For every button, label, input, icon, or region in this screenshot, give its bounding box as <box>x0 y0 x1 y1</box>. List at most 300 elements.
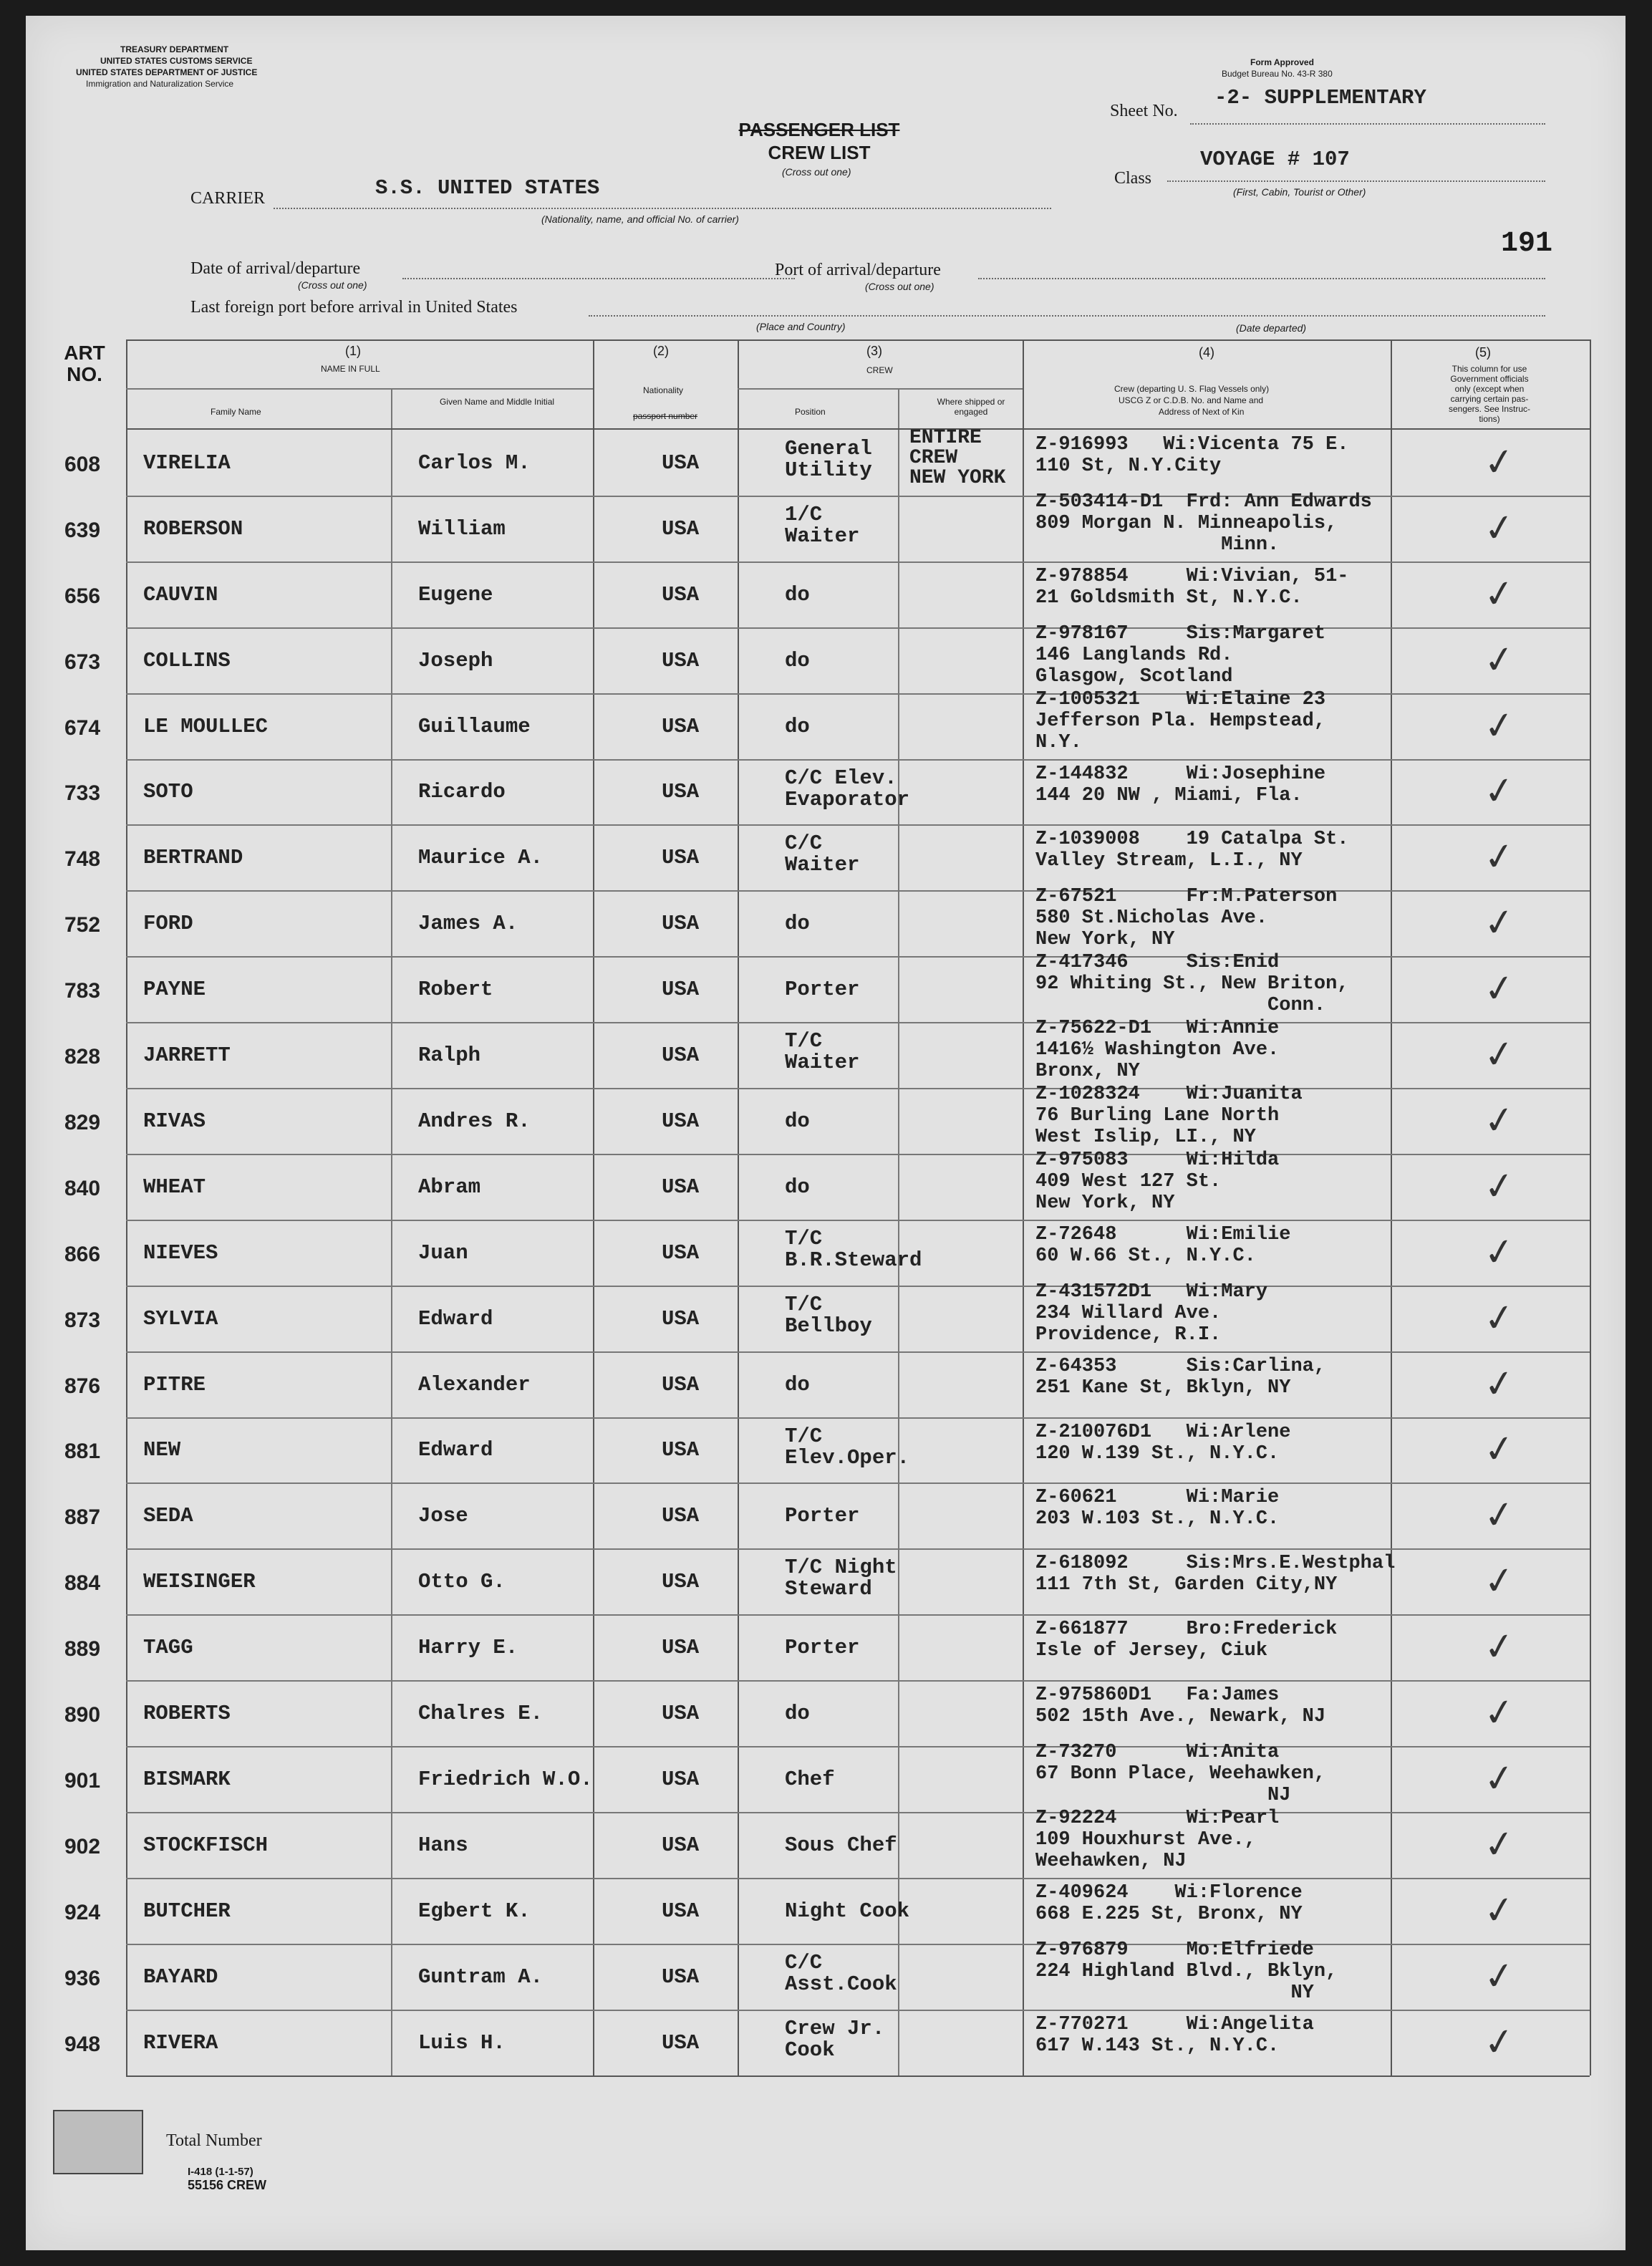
total-number-box[interactable] <box>53 2110 143 2174</box>
row-divider <box>126 693 1590 695</box>
family-name-header: Family Name <box>211 407 261 417</box>
row-divider <box>126 1548 1590 1550</box>
row-divider <box>126 759 1590 761</box>
budget-bureau: Budget Bureau No. 43-R 380 <box>1222 69 1333 79</box>
row-divider <box>126 1220 1590 1221</box>
check-mark: ✓ <box>1481 1163 1518 1210</box>
given-name: Carlos M. <box>418 450 531 475</box>
given-name: Abram <box>418 1175 481 1199</box>
check-mark: ✓ <box>1481 1821 1518 1869</box>
check-mark: ✓ <box>1481 1492 1518 1540</box>
nationality: USA <box>662 1767 700 1791</box>
position: Cook <box>785 2038 835 2062</box>
row-divider <box>126 1088 1590 1089</box>
col1-title: NAME IN FULL <box>321 364 380 374</box>
sheet-value: -2- SUPPLEMENTARY <box>1214 86 1426 110</box>
position: do <box>785 1175 810 1199</box>
check-mark: ✓ <box>1481 1689 1518 1737</box>
next-of-kin: Z-916993 Wi:Vicenta 75 E. <box>1035 434 1349 455</box>
position: Asst.Cook <box>785 1972 897 1996</box>
row-divider <box>126 2010 1590 2011</box>
position: T/C Night <box>785 1556 897 1580</box>
next-of-kin: Z-1028324 Wi:Juanita <box>1035 1084 1303 1105</box>
next-of-kin: NY <box>1035 1982 1314 2004</box>
position: T/C <box>785 1029 823 1054</box>
nationality: USA <box>662 912 700 936</box>
given-name: Guntram A. <box>418 1964 544 1989</box>
position: Bellboy <box>785 1313 872 1338</box>
form-code: 55156 CREW <box>188 2178 267 2192</box>
given-name: Egbert K. <box>418 1899 531 1923</box>
row-divider <box>126 1746 1590 1747</box>
family-name: VIRELIA <box>143 450 231 475</box>
check-mark: ✓ <box>1481 1952 1518 2000</box>
art-number: 890 <box>64 1703 101 1727</box>
carrier-value: S.S. UNITED STATES <box>375 176 600 200</box>
next-of-kin: Bronx, NY <box>1035 1061 1140 1083</box>
col5-number: (5) <box>1475 345 1491 360</box>
position: C/C <box>785 1950 823 1975</box>
class-hint: (First, Cabin, Tourist or Other) <box>1233 186 1366 198</box>
next-of-kin: Z-431572D1 Wi:Mary <box>1035 1281 1268 1303</box>
row-divider <box>126 627 1590 629</box>
given-name: Luis H. <box>418 2030 506 2055</box>
family-name: BAYARD <box>143 1964 218 1989</box>
shipped-value-line: CREW <box>909 447 958 469</box>
position: Steward <box>785 1577 872 1601</box>
position: Utility <box>785 458 872 482</box>
art-number: 674 <box>64 715 101 740</box>
check-mark: ✓ <box>1481 505 1518 552</box>
nationality: USA <box>662 1372 700 1397</box>
place-hint: (Place and Country) <box>756 321 846 332</box>
nationality: USA <box>662 1175 700 1199</box>
given-name: Guillaume <box>418 714 531 738</box>
family-name: SOTO <box>143 780 193 804</box>
art-number: 748 <box>64 847 101 872</box>
art-number: 840 <box>64 1176 101 1200</box>
position: 1/C <box>785 502 823 526</box>
given-name-header: Given Name and Middle Initial <box>439 397 555 407</box>
row-divider <box>126 1680 1590 1682</box>
col1-number: (1) <box>345 344 361 358</box>
nationality: USA <box>662 978 700 1002</box>
family-name: PITRE <box>143 1372 206 1397</box>
next-of-kin: 120 W.139 St., N.Y.C. <box>1035 1442 1280 1465</box>
position: do <box>785 714 810 738</box>
art-number: 936 <box>64 1966 101 1990</box>
check-mark: ✓ <box>1481 2018 1518 2066</box>
form-number: I-418 (1-1-57) <box>188 2166 253 2178</box>
nationality: USA <box>662 2030 700 2055</box>
agency-line: Immigration and Naturalization Service <box>86 79 234 89</box>
next-of-kin: 809 Morgan N. Minneapolis, <box>1035 512 1338 534</box>
art-number: 656 <box>64 584 101 608</box>
check-mark: ✓ <box>1481 702 1518 750</box>
art-number: 783 <box>64 979 101 1003</box>
nationality: USA <box>662 1240 700 1265</box>
position: Porter <box>785 978 860 1002</box>
next-of-kin: Z-770271 Wi:Angelita <box>1035 2013 1314 2035</box>
art-number: 889 <box>64 1637 101 1662</box>
carrier-label: CARRIER <box>190 189 266 208</box>
next-of-kin: New York, NY <box>1035 929 1175 951</box>
next-of-kin: 224 Highland Blvd., Bklyn, <box>1035 1960 1338 1982</box>
next-of-kin: Providence, R.I. <box>1035 1324 1222 1346</box>
given-name: Joseph <box>418 648 493 672</box>
art-number: 608 <box>64 452 101 476</box>
position: Waiter <box>785 524 860 548</box>
next-of-kin: Z-73270 Wi:Anita <box>1035 1742 1280 1763</box>
position-header: Position <box>795 407 826 417</box>
check-mark: ✓ <box>1481 1755 1518 1803</box>
next-of-kin: 502 15th Ave., Newark, NJ <box>1035 1706 1326 1728</box>
next-of-kin: Z-1039008 19 Catalpa St. <box>1035 829 1349 851</box>
col3-number: (3) <box>866 344 882 358</box>
col4-text: Crew (departing U. S. Flag Vessels only) <box>1114 384 1270 394</box>
check-mark: ✓ <box>1481 1360 1518 1408</box>
sheet-label: Sheet No. <box>1110 102 1178 120</box>
next-of-kin: 251 Kane St, Bklyn, NY <box>1035 1377 1291 1399</box>
next-of-kin: Z-210076D1 Wi:Arlene <box>1035 1421 1291 1443</box>
nationality: USA <box>662 1833 700 1857</box>
check-mark: ✓ <box>1481 900 1518 947</box>
given-name: Hans <box>418 1833 468 1857</box>
form-approved: Form Approved <box>1250 57 1314 67</box>
given-name: Jose <box>418 1504 468 1528</box>
next-of-kin: Z-978854 Wi:Vivian, 51- <box>1035 565 1349 587</box>
row-divider <box>126 1944 1590 1945</box>
family-name: NEW <box>143 1438 181 1462</box>
position: Waiter <box>785 853 860 877</box>
art-number: 881 <box>64 1440 101 1464</box>
crew-list-form <box>26 16 1626 2250</box>
family-name: PAYNE <box>143 978 206 1002</box>
col5-text-line: tions) <box>1479 414 1500 424</box>
given-name: Edward <box>418 1438 493 1462</box>
nationality: USA <box>662 846 700 870</box>
agency-line: UNITED STATES CUSTOMS SERVICE <box>100 56 253 66</box>
next-of-kin: Z-976879 Mo:Elfriede <box>1035 1939 1314 1961</box>
given-name: Chalres E. <box>418 1702 544 1726</box>
nationality: USA <box>662 1438 700 1462</box>
nationality: USA <box>662 1964 700 1989</box>
position: do <box>785 1702 810 1726</box>
next-of-kin: 234 Willard Ave. <box>1035 1302 1222 1324</box>
next-of-kin: Conn. <box>1035 995 1326 1017</box>
check-mark: ✓ <box>1481 1624 1518 1671</box>
shipped-header: Where shipped or engaged <box>937 397 1005 417</box>
row-divider <box>126 1022 1590 1023</box>
next-of-kin: Z-409624 Wi:Florence <box>1035 1881 1303 1904</box>
given-name: Robert <box>418 978 493 1002</box>
col5-text-line: This column for use <box>1451 364 1527 374</box>
given-name: Juan <box>418 1240 468 1265</box>
next-of-kin: 580 St.Nicholas Ave. <box>1035 907 1268 930</box>
next-of-kin: 111 7th St, Garden City,NY <box>1035 1574 1338 1596</box>
row-divider <box>126 1482 1590 1484</box>
passport-header: passport number <box>633 411 698 421</box>
family-name: BISMARK <box>143 1767 231 1791</box>
next-of-kin: Z-975860D1 Fa:James <box>1035 1684 1280 1707</box>
check-mark: ✓ <box>1481 439 1518 486</box>
given-name: William <box>418 516 506 541</box>
date-hint: (Cross out one) <box>298 279 367 291</box>
art-number: 673 <box>64 650 101 674</box>
next-of-kin: 109 Houxhurst Ave., <box>1035 1828 1256 1851</box>
position: B.R.Steward <box>785 1248 922 1272</box>
position: do <box>785 1109 810 1133</box>
art-number: 828 <box>64 1045 101 1069</box>
family-name: SEDA <box>143 1504 193 1528</box>
next-of-kin: 203 W.103 St., N.Y.C. <box>1035 1508 1280 1530</box>
page-number: 191 <box>1501 228 1553 260</box>
art-number: 948 <box>64 2032 101 2056</box>
nationality: USA <box>662 516 700 541</box>
check-mark: ✓ <box>1481 1229 1518 1276</box>
art-number: 829 <box>64 1110 101 1134</box>
next-of-kin: Z-618092 Sis:Mrs.E.Westphal <box>1035 1553 1396 1575</box>
next-of-kin: New York, NY <box>1035 1192 1175 1214</box>
art-number: 752 <box>64 913 101 937</box>
carrier-hint: (Nationality, name, and official No. of carrier) <box>541 213 739 225</box>
col4-text: USCG Z or C.D.B. No. and Name and <box>1119 395 1264 405</box>
family-name: ROBERSON <box>143 516 243 541</box>
art-number: 924 <box>64 1900 101 1924</box>
next-of-kin: West Islip, LI., NY <box>1035 1127 1256 1148</box>
position: T/C <box>785 1424 823 1448</box>
date-departed-hint: (Date departed) <box>1236 322 1307 334</box>
class-value: VOYAGE # 107 <box>1200 148 1350 171</box>
last-port-label: Last foreign port before arrival in United States <box>190 298 518 317</box>
col4-text: Address of Next of Kin <box>1159 407 1245 417</box>
position: Elev.Oper. <box>785 1445 910 1470</box>
row-divider <box>126 1812 1590 1813</box>
row-divider <box>126 1614 1590 1616</box>
next-of-kin: Z-75622-D1 Wi:Annie <box>1035 1018 1280 1040</box>
next-of-kin: Z-975083 Wi:Hilda <box>1035 1149 1280 1171</box>
family-name: WEISINGER <box>143 1570 256 1594</box>
position: Porter <box>785 1636 860 1660</box>
crew-header: CREW <box>866 365 893 375</box>
position: do <box>785 648 810 672</box>
family-name: CAUVIN <box>143 582 218 607</box>
nationality: USA <box>662 1702 700 1726</box>
row-divider <box>126 1417 1590 1419</box>
nationality: USA <box>662 1504 700 1528</box>
given-name: James A. <box>418 912 518 936</box>
check-mark: ✓ <box>1481 1294 1518 1342</box>
position: Porter <box>785 1504 860 1528</box>
check-mark: ✓ <box>1481 1887 1518 1934</box>
nationality: USA <box>662 450 700 475</box>
family-name: FORD <box>143 912 193 936</box>
next-of-kin: Weehawken, NJ <box>1035 1850 1187 1872</box>
family-name: RIVERA <box>143 2030 218 2055</box>
family-name: RIVAS <box>143 1109 206 1133</box>
nationality: USA <box>662 648 700 672</box>
next-of-kin: Minn. <box>1035 534 1280 556</box>
art-number: 733 <box>64 781 101 806</box>
agency-line: TREASURY DEPARTMENT <box>120 44 229 54</box>
position: C/C <box>785 831 823 856</box>
next-of-kin: NJ <box>1035 1785 1291 1806</box>
next-of-kin: Jefferson Pla. Hempstead, <box>1035 710 1326 732</box>
next-of-kin: 60 W.66 St., N.Y.C. <box>1035 1245 1256 1267</box>
given-name: Edward <box>418 1306 493 1331</box>
next-of-kin: Z-503414-D1 Frd: Ann Edwards <box>1035 491 1372 513</box>
family-name: ROBERTS <box>143 1702 231 1726</box>
next-of-kin: Z-1005321 Wi:Elaine 23 <box>1035 688 1326 710</box>
given-name: Alexander <box>418 1372 531 1397</box>
nationality: USA <box>662 714 700 738</box>
shipped-value <box>909 428 1005 488</box>
check-mark: ✓ <box>1481 768 1518 816</box>
family-name: STOCKFISCH <box>143 1833 269 1857</box>
position: Chef <box>785 1767 835 1791</box>
col4-number: (4) <box>1199 345 1214 360</box>
check-mark: ✓ <box>1481 1426 1518 1474</box>
next-of-kin: N.Y. <box>1035 731 1082 753</box>
cross-out-hint: (Cross out one) <box>782 166 851 178</box>
next-of-kin: 110 St, N.Y.City <box>1035 455 1222 477</box>
shipped-value-line: ENTIRE <box>909 427 982 449</box>
nationality: USA <box>662 1899 700 1923</box>
next-of-kin: Glasgow, Scotland <box>1035 665 1233 688</box>
nationality: USA <box>662 582 700 607</box>
art-number: 884 <box>64 1571 101 1596</box>
family-name: TAGG <box>143 1636 193 1660</box>
position: do <box>785 582 810 607</box>
next-of-kin: Z-60621 Wi:Marie <box>1035 1487 1280 1509</box>
position: Waiter <box>785 1051 860 1075</box>
given-name: Ralph <box>418 1043 481 1068</box>
nationality: USA <box>662 1636 700 1660</box>
check-mark: ✓ <box>1481 571 1518 618</box>
next-of-kin: 409 West 127 St. <box>1035 1170 1222 1192</box>
family-name: WHEAT <box>143 1175 206 1199</box>
next-of-kin: Z-72648 Wi:Emilie <box>1035 1223 1291 1245</box>
check-mark: ✓ <box>1481 1031 1518 1079</box>
art-no-header: ART NO. <box>64 342 105 385</box>
next-of-kin: 146 Langlands Rd. <box>1035 644 1233 666</box>
next-of-kin: Z-64353 Sis:Carlina, <box>1035 1355 1326 1377</box>
title-passenger-list: PASSENGER LIST <box>738 119 900 140</box>
agency-line: UNITED STATES DEPARTMENT OF JUSTICE <box>76 67 258 77</box>
position: do <box>785 912 810 936</box>
position: T/C <box>785 1226 823 1250</box>
position: T/C <box>785 1292 823 1316</box>
family-name: BERTRAND <box>143 846 243 870</box>
shipped-value-line: NEW YORK <box>909 467 1006 489</box>
art-number: 639 <box>64 518 101 542</box>
next-of-kin: 76 Burling Lane North <box>1035 1105 1280 1127</box>
check-mark: ✓ <box>1481 636 1518 684</box>
next-of-kin: Valley Stream, L.I., NY <box>1035 850 1303 872</box>
next-of-kin: Z-144832 Wi:Josephine <box>1035 763 1326 785</box>
col5-text-line: only (except when <box>1454 384 1525 394</box>
check-mark: ✓ <box>1481 1097 1518 1144</box>
position: General <box>785 437 872 461</box>
next-of-kin: Isle of Jersey, Ciuk <box>1035 1640 1268 1662</box>
given-name: Ricardo <box>418 780 506 804</box>
family-name: LE MOULLEC <box>143 714 269 738</box>
next-of-kin: 668 E.225 St, Bronx, NY <box>1035 1903 1303 1925</box>
next-of-kin: 92 Whiting St., New Briton, <box>1035 973 1349 995</box>
position: Night Cook <box>785 1899 910 1923</box>
nationality-header: Nationality <box>643 385 684 395</box>
check-mark: ✓ <box>1481 965 1518 1013</box>
family-name: NIEVES <box>143 1240 218 1265</box>
next-of-kin: 1416½ Washington Ave. <box>1035 1039 1280 1061</box>
art-number: 901 <box>64 1768 101 1793</box>
next-of-kin: Z-67521 Fr:M.Paterson <box>1035 886 1338 908</box>
given-name: Maurice A. <box>418 846 544 870</box>
nationality: USA <box>662 780 700 804</box>
col5-text <box>1418 364 1561 424</box>
given-name: Harry E. <box>418 1636 518 1660</box>
position: C/C Elev. <box>785 766 897 790</box>
col5-text-line: carrying certain pas- <box>1450 394 1529 404</box>
given-name: Eugene <box>418 582 493 607</box>
next-of-kin: 617 W.143 St., N.Y.C. <box>1035 2035 1280 2057</box>
check-mark: ✓ <box>1481 1558 1518 1605</box>
port-label: Port of arrival/departure <box>775 261 941 279</box>
nationality: USA <box>662 1043 700 1068</box>
nationality: USA <box>662 1306 700 1331</box>
title-crew-list: CREW LIST <box>768 142 871 163</box>
family-name: COLLINS <box>143 648 231 672</box>
row-divider <box>126 1351 1590 1353</box>
art-number: 902 <box>64 1834 101 1858</box>
row-divider <box>126 890 1590 892</box>
given-name: Otto G. <box>418 1570 506 1594</box>
nationality: USA <box>662 1570 700 1594</box>
row-divider <box>126 1286 1590 1287</box>
position: Crew Jr. <box>785 2016 885 2040</box>
col5-text-line: Government officials <box>1450 374 1529 384</box>
position: Sous Chef <box>785 1833 897 1857</box>
row-divider <box>126 1878 1590 1879</box>
next-of-kin: Z-661877 Bro:Frederick <box>1035 1619 1338 1641</box>
row-divider <box>126 824 1590 826</box>
check-mark: ✓ <box>1481 834 1518 882</box>
given-name: Andres R. <box>418 1109 531 1133</box>
row-divider <box>126 561 1590 563</box>
family-name: SYLVIA <box>143 1306 218 1331</box>
art-number: 876 <box>64 1374 101 1398</box>
next-of-kin: 67 Bonn Place, Weehawken, <box>1035 1763 1326 1785</box>
date-label: Date of arrival/departure <box>190 259 361 278</box>
col2-number: (2) <box>653 344 669 358</box>
art-number: 873 <box>64 1308 101 1332</box>
row-divider <box>126 1154 1590 1155</box>
nationality: USA <box>662 1109 700 1133</box>
next-of-kin: Z-978167 Sis:Margaret <box>1035 622 1326 645</box>
class-label: Class <box>1114 169 1152 188</box>
given-name: Friedrich W.O. <box>418 1767 593 1791</box>
row-divider <box>126 956 1590 958</box>
art-number: 887 <box>64 1505 101 1530</box>
family-name: JARRETT <box>143 1043 231 1068</box>
total-number-label: Total Number <box>166 2131 262 2150</box>
family-name: BUTCHER <box>143 1899 231 1923</box>
col5-text-line: sengers. See Instruc- <box>1448 404 1531 414</box>
next-of-kin: 21 Goldsmith St, N.Y.C. <box>1035 587 1303 609</box>
position: Evaporator <box>785 787 910 811</box>
port-hint: (Cross out one) <box>865 281 934 292</box>
art-number: 866 <box>64 1242 101 1266</box>
